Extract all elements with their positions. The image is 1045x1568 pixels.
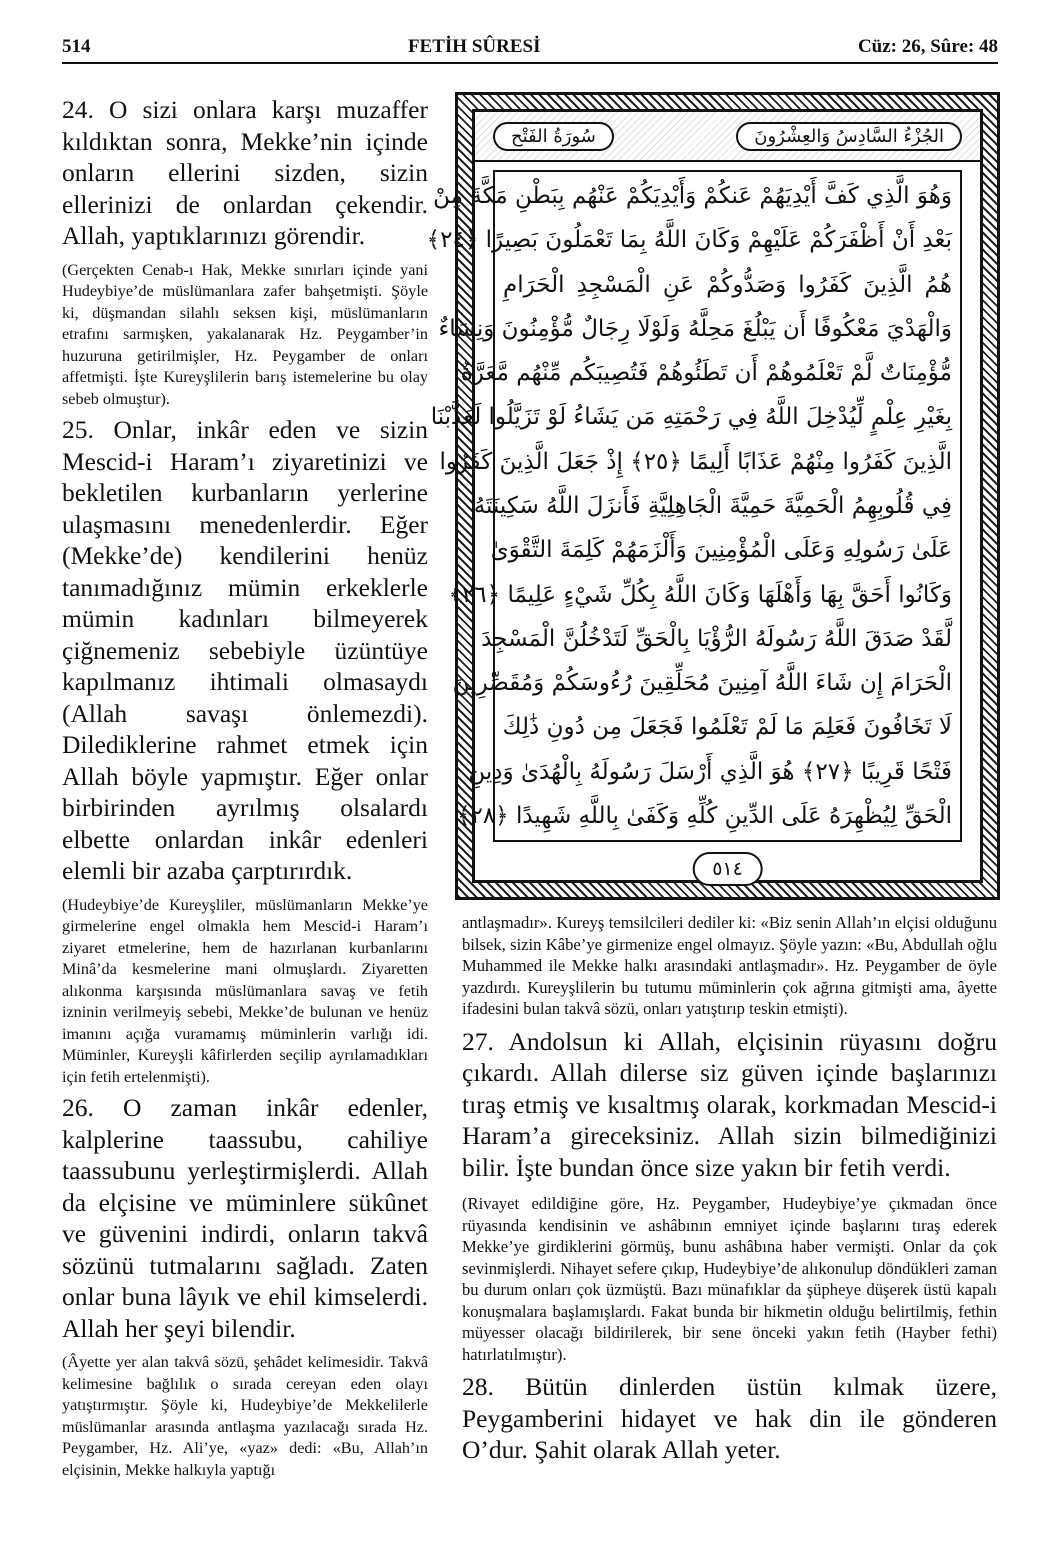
note-24: (Gerçekten Cenab-ı Hak, Mekke sınırları içinde yani Hudeybiye’de müslümanlara zafer bahşetmişti. Şöyle ki, düşmandan silahlı seksen kişi, müslümanların etrafını sarmışken, yakalanarak Hz. Peygamber’in huzuruna getirilmişler, Hz. Peygamber de onları affetmişti. İşte Kureyşlilerin barış istemelerine bu olay sebeb olmuştur). bbox=[62, 260, 428, 408]
note-25: (Hudeybiye’de Kureyşliler, müslümanların Mekke’ye girmelerine engel olmakla hem Mescid-i Haram’ı ziyaret etmelerine, hem de hazırlanan kurbanlarını Minâ’da kesmelerine mani olmuşlardı. Ziyaretten alıkonma karşısında müslümanlara savaş ve fetih izninin verilmeyiş sebebi, Mekke’de bulunan ve henüz imanını açığa vuramamış müminlerin varlığı idi. Müminler, Kureyşli kâfirlerden seçilip ayrılamadıkları için fetih ertelenmişti). bbox=[62, 895, 428, 1086]
mushaf-line: وَكَانُوا أَحَقَّ بِهَا وَأَهْلَهَا وَكَانَ اللَّهُ بِكُلِّ شَيْءٍ عَلِيمًا ﴿٢٦﴾ bbox=[448, 581, 952, 608]
mushaf-line: بِغَيْرِ عِلْمٍ لِّيُدْخِلَ اللَّهُ فِي رَحْمَتِهِ مَن يَشَاءُ لَوْ تَزَيَّلُوا لَعَذَّبْنَا bbox=[430, 404, 952, 431]
mushaf-title-band bbox=[475, 112, 980, 162]
verse-28: 28. Bütün dinlerden üstün kılmak üzere, Peygamberini hidayet ve hak din ile gönderen O’dur. Şahit olarak Allah yeter. bbox=[462, 1372, 997, 1464]
mushaf-line: فَتْحًا قَرِيبًا ﴿٢٧﴾ هُوَ الَّذِي أَرْسَلَ رَسُولَهُ بِالْهُدَىٰ وَدِينِ bbox=[468, 758, 952, 785]
mushaf-line: هُمُ الَّذِينَ كَفَرُوا وَصَدُّوكُمْ عَنِ الْمَسْجِدِ الْحَرَامِ bbox=[503, 271, 952, 298]
page-number: 514 bbox=[62, 36, 91, 57]
mushaf-line: عَلَىٰ رَسُولِهِ وَعَلَى الْمُؤْمِنِينَ وَأَلْزَمَهُمْ كَلِمَةَ التَّقْوَىٰ bbox=[490, 537, 952, 564]
mushaf-arabic-text bbox=[426, 170, 962, 842]
note-26: (Âyette yer alan takvâ sözü, şehâdet kelimesidir. Takvâ kelimesine bağlılık o sırada cereyan eden olayı yatıştırmıştır. Şöyle ki, Hudeybiye’de Mekkelilerle müslümanlar arasında antlaşma yazılacağı sırada Hz. Peygamber, Hz. Ali’ye, «yaz» dedi: «Bu, Allah’ın elçisinin, Mekke halkıyla yaptığı bbox=[62, 1353, 428, 1479]
mushaf-line: وَالْهَدْيَ مَعْكُوفًا أَن يَبْلُغَ مَحِلَّهُ وَلَوْلَا رِجَالٌ مُّؤْمِنُونَ وَنِسَاءٌ bbox=[438, 315, 952, 342]
mushaf-surah-label: سُورَةُ الفَتْح bbox=[493, 122, 614, 151]
surah-title: FETİH SÛRESİ bbox=[407, 36, 541, 57]
mushaf-line: الْحَقِّ لِيُظْهِرَهُ عَلَى الدِّينِ كُلِّهِ وَكَفَىٰ بِاللَّهِ شَهِيدًا ﴿٢٨﴾ bbox=[456, 802, 952, 829]
right-translation-column bbox=[462, 912, 997, 1466]
mushaf-line: لَا تَخَافُونَ فَعَلِمَ مَا لَمْ تَعْلَمُوا فَجَعَلَ مِن دُونِ ذَٰلِكَ bbox=[502, 714, 952, 741]
verse-27: 27. Andolsun ki Allah, elçisinin rüyasını doğru çıkardı. Allah dilerse siz güven içinde başlarınızı tıraş etmiş ve kısaltmış olarak, korkmadan Mescid-i Haram’a gireceksiniz. Allah sizin bilmediğinizi bilir. İşte bundan önce size yakın bir fetih verdi. bbox=[462, 1026, 997, 1182]
left-translation-column bbox=[62, 94, 428, 1485]
verse-25: 25. Onlar, inkâr eden ve sizin Mescid-i Haram’ı ziyaretinizi ve bekletilen kurbanların yerlerine ulaşmasını menedenlerdir. Eğer (Mekke’de) kendilerini henüz tanımadığınız mümin erkeklerle mümin kadınları bilmeyerek çiğnemeniz sebebiyle üzüntüye kapılmanız ihtimali olmasaydı (Allah savaşı önlemezdi). Dilediklerine rahmet etmek için Allah böyle yapmıştır. Eğer onlar birbirinden ayrılmış olsalardı elbette onlardan inkâr edenleri elemli bir azaba çarptırırdık. bbox=[62, 415, 428, 885]
verse-26: 26. O zaman inkâr edenler, kalplerine taassubu, cahiliye taassubunu yerleştirmişlerdi. Allah da elçisine ve müminlere sükûnet ve güvenini indirdi, onların takvâ sözünü tutmalarını sağladı. Zaten onlar buna lâyık ve ehil kimselerdi. Allah her şeyi bilendir. bbox=[62, 1093, 428, 1343]
mushaf-page-image bbox=[426, 92, 1000, 900]
mushaf-page-number: ٥١٤ bbox=[692, 852, 763, 886]
mushaf-line: الْحَرَامَ إِن شَاءَ اللَّهُ آمِنِينَ مُحَلِّقِينَ رُءُوسَكُمْ وَمُقَصِّرِينَ bbox=[452, 670, 952, 697]
mushaf-juz-label: الجُزْءُ السَّادِسُ وَالعِشْرُونَ bbox=[736, 122, 962, 151]
note-27: (Rivayet edildiğine göre, Hz. Peygamber, Hudeybiye’ye çıkmadan önce rüyasında kendisinin ve ashâbının emniyet içinde başlarını tıraş ederek Mekke’ye girdiklerini görmüş, bunu ashâbına haber vermişti. Onlar da çok sevinmişlerdi. Nihayet sefere çıkıp, Hudeybiye’de alıkonulup döndükleri zaman bu durum onları çok üzmüştü. Bazı münafıklar da şüpheye düşerek üstü kapalı konuşmalara başlamışlardı. Fakat bunda bir hikmetin olduğu belirtilmiş, fethin müyesser olacağı bildirilerek, bir sene önceki yakın fetih (Hayber fethi) hatırlatılmıştır). bbox=[462, 1194, 997, 1364]
mushaf-line: فِي قُلُوبِهِمُ الْحَمِيَّةَ حَمِيَّةَ الْجَاهِلِيَّةِ فَأَنزَلَ اللَّهُ سَكِينَتَهُ bbox=[473, 492, 952, 519]
juz-surah-location: Cüz: 26, Sûre: 48 bbox=[857, 36, 998, 57]
mushaf-line: بَعْدِ أَنْ أَظْفَرَكُمْ عَلَيْهِمْ وَكَانَ اللَّهُ بِمَا تَعْمَلُونَ بَصِيرًا ﴿٢٤﴾ bbox=[426, 227, 952, 254]
mushaf-line: مُّؤْمِنَاتٌ لَّمْ تَعْلَمُوهُمْ أَن تَطَئُوهُمْ فَتُصِيبَكُم مِّنْهُم مَّعَرَّةٌ bbox=[460, 360, 952, 387]
mushaf-line: الَّذِينَ كَفَرُوا مِنْهُمْ عَذَابًا أَلِيمًا ﴿٢٥﴾ إِذْ جَعَلَ الَّذِينَ كَفَرُوا bbox=[439, 448, 952, 475]
mushaf-frame bbox=[426, 109, 983, 883]
verse-24: 24. O sizi onlara karşı muzaffer kıldıktan sonra, Mekke’nin içinde onların ellerini sizden, sizin ellerinizi de onlardan çekendir. Allah, yaptıklarınızı görendir. bbox=[62, 95, 428, 250]
mushaf-line: وَهُوَ الَّذِي كَفَّ أَيْدِيَهُمْ عَنكُمْ وَأَيْدِيَكُمْ عَنْهُم بِبَطْنِ مَكَّةَ مِنْ bbox=[433, 183, 952, 209]
mushaf-line: لَّقَدْ صَدَقَ اللَّهُ رَسُولَهُ الرُّؤْيَا بِالْحَقِّ لَتَدْخُلُنَّ الْمَسْجِدَ bbox=[481, 625, 952, 652]
page-header bbox=[62, 28, 998, 64]
note-26-continued: antlaşmadır». Kureyş temsilcileri dediler ki: «Biz senin Allah’ın elçisi olduğunu bilsek, sizin Kâbe’ye girmenize engel olmayız. Şöyle yazın: «Bu, Abdullah oğlu Muhammed ile Mekke halkı arasındaki antlaşmadır». Hz. Peygamber de öyle yazdırdı. Kureyşlilerin bu tutumu müminlerin çok ağrına gitmişti ama, âyette ifadesini bulan takvâ sözü, onları yatıştırıp teskin etmişti). bbox=[462, 913, 997, 1018]
